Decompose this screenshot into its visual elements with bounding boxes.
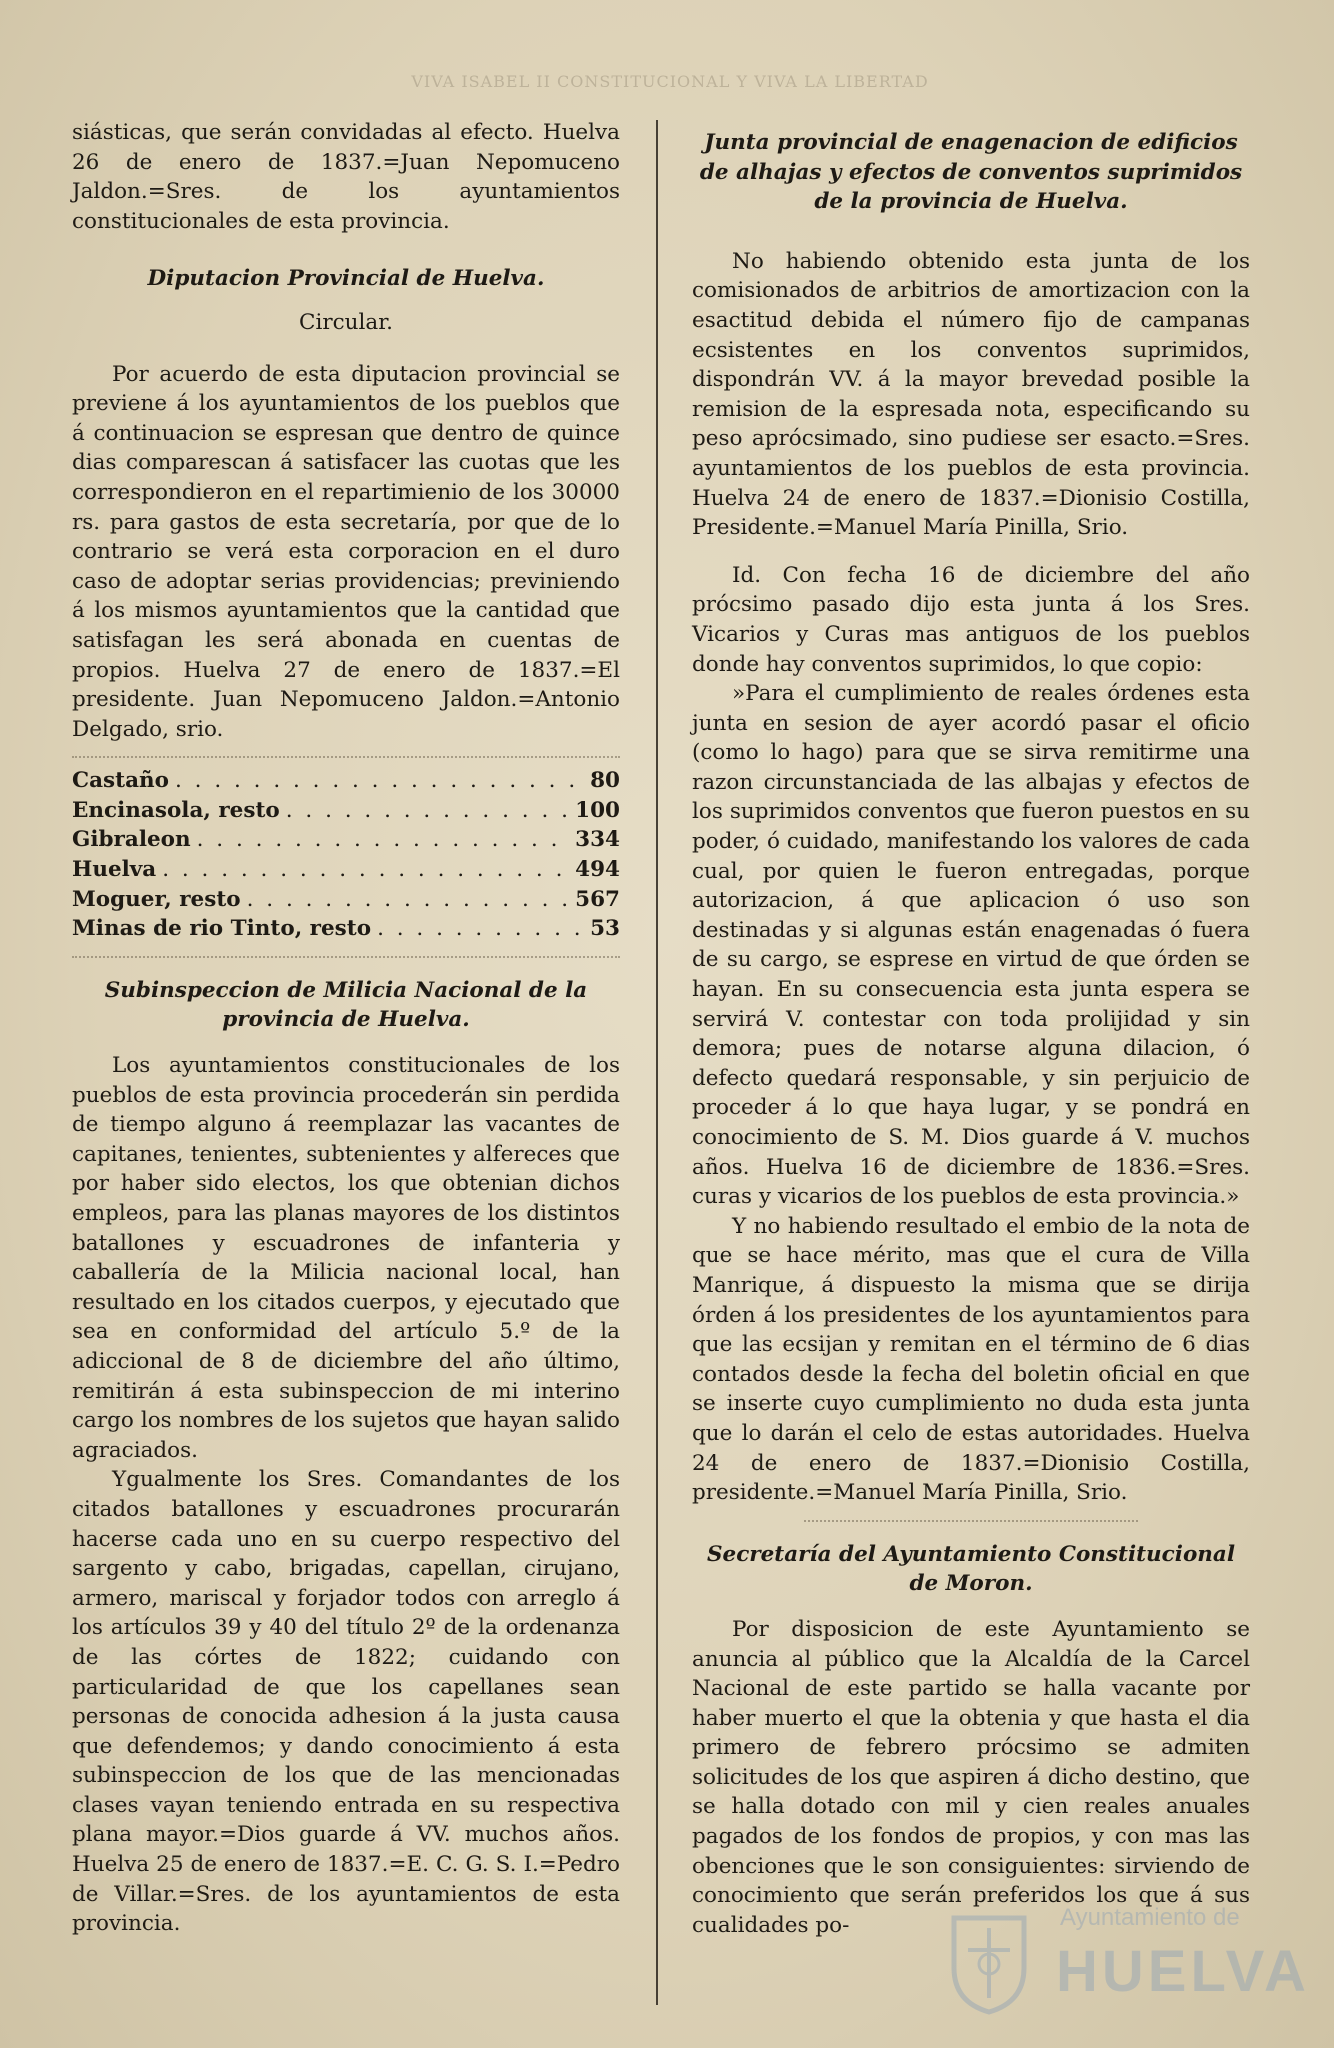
- watermark-top-text: Ayuntamiento de: [1060, 1904, 1240, 1931]
- quota-amount: 80: [590, 768, 620, 794]
- quota-town: Castaño: [72, 768, 169, 794]
- junta-paragraph-4: Y no habiendo resultado el embio de la nota de que se hace mérito, mas que el cura de Villa Manrique, á dispuesto la misma que se dirija órden á los presidentes de los ayuntamientos para que las ecsijan y remitan en el término de 6 dias contados desde la fecha del boletin oficial en que se inserte cuyo cumplimiento no duda esta junta que lo darán el celo de estas autoridades. Huelva 24 de enero de 1837.=Dionisio Costilla, presidente.=Manuel María Pinilla, Srio.: [692, 1213, 1250, 1506]
- right-column: [692, 118, 1250, 1940]
- leader-dots: [247, 885, 570, 915]
- divider: [72, 756, 620, 758]
- list-item: [72, 825, 620, 855]
- circular-paragraph: Por acuerdo de esta diputacion provincial se previene á los ayuntamientos de los pueblos que á continuacion se espresan que dentro de quince dias comparescan á satisfacer las cuotas que les correspondieron en el repartimienio de los 30000 rs. para gastos de esta secretaría, por que de lo contrario se verá esta corporacion en el duro caso de adoptar serias providencias; previniendo á los mismos ayuntamientos que la cantidad que satisfagan les será abonada en cuentas de propios. Huelva 27 de enero de 1837.=El presidente. Juan Nepomuceno Jaldon.=Antonio Delgado, srio.: [72, 361, 620, 742]
- diputacion-heading: Diputacion Provincial de Huelva.: [147, 266, 545, 292]
- archive-watermark: [944, 1896, 1310, 2036]
- list-item: [72, 766, 620, 796]
- intro-paragraph: siásticas, que serán convidadas al efecto. Huelva 26 de enero de 1837.=Juan Nepomuceno Jaldon.=Sres. de los ayuntamientos constitucionales de esta provincia.: [72, 120, 620, 234]
- spacer: [692, 543, 1250, 561]
- column-rule: [656, 120, 658, 2005]
- divider: [72, 956, 620, 958]
- junta-paragraph-2: Id. Con fecha 16 de diciembre del año prócsimo pasado dijo esta junta á los Sres. Vicarios y Curas mas antiguos de los pueblos donde hay conventos suprimidos, lo que copio:: [692, 562, 1250, 677]
- leader-dots: [162, 855, 569, 885]
- milicia-paragraph-1: Los ayuntamientos constitucionales de los pueblos de esta provincia procederán sin perdida de tiempo alguno á reemplazar las vacantes de capitanes, tenientes, subtenientes y alfereces que por haber sido electos, los que obtenian dichos empleos, para las planas mayores de los distintos batallones y escuadrones de infanteria y caballería de la Milicia nacional local, han resultado en los citados cuerpos, y ejecutado que sea en conformidad del artículo 5.º de la adiccional de 8 de diciembre del año último, remitirán á esta subinspeccion de mi interino cargo los nombres de los sujetos que hayan salido agraciados.: [72, 1053, 620, 1463]
- junta-paragraph-3: »Para el cumplimiento de reales órdenes esta junta en sesion de ayer acordó pasar el oficio (como lo hago) para que se sirva remitirme una razon circunstanciada de las albajas y efectos de los suprimidos conventos que fueron puestos en su poder, ó cuidado, manifestando los valores de cada cual, por quien le fueron entregadas, porque autorizacion, á que aplicacion ó uso son destinadas y si algunas están enagenadas ó fuera de su cargo, se esprese en virtud de que órden se hayan. En su consecuencia esta junta espera se servirá V. contestar con toda prolijidad y sin demora; pues de notarse alguna dilacion, ó defecto quedará responsable, y sin perjuicio de proceder á lo que haya lugar, y se pondrá en conocimiento de S. M. Dios guarde á V. muchos años. Huelva 16 de diciembre de 1836.=Sres. curas y vicarios de los pueblos de esta provincia.»: [692, 681, 1250, 1210]
- quota-amount: 567: [575, 886, 620, 912]
- divider: [804, 1520, 1139, 1522]
- milicia-paragraph-2: Ygualmente los Sres. Comandantes de los citados batallones y escuadrones procurarán hacerse cada uno en su cuerpo respectivo del sargento y cabo, brigadas, capellan, cirujano, armero, mariscal y forjador todos con arreglo á los artículos 39 y 40 del título 2º de la ordenanza de las córtes de 1822; cuidando con particularidad de que los capellanes sean personas de conocida adhesion á la justa causa que defendemos; y dando conocimiento á esta subinspeccion de los que de las mencionadas clases vayan teniendo entrada en su respectiva plana mayor.=Dios guarde á VV. muchos años. Huelva 25 de enero de 1837.=E. C. G. S. I.=Pedro de Villar.=Sres. de los ayuntamientos de esta provincia.: [72, 1467, 620, 1937]
- leader-dots: [197, 825, 569, 855]
- secretaria-heading: Secretaría del Ayuntamiento Constitucional de Moron.: [706, 1541, 1236, 1597]
- left-column: [72, 118, 620, 1939]
- leader-dots: [377, 914, 584, 944]
- quota-amount: 100: [575, 797, 620, 823]
- quota-amount: 53: [590, 916, 620, 942]
- coat-of-arms-icon: [944, 1906, 1034, 2016]
- quota-amount: 494: [575, 857, 620, 883]
- leader-dots: [286, 796, 569, 826]
- list-item: [72, 885, 620, 915]
- list-item: [72, 855, 620, 885]
- junta-paragraph-1: No habiendo obtenido esta junta de los comisionados de arbitrios de amortizacion con la esactitud debida el número fijo de campanas ecsistentes en los conventos suprimidos, dispondrán VV. á la mayor brevedad posible la remision de la espresada nota, especificando su peso aprócsimado, sino pudiese ser esacto.=Sres. ayuntamientos de los pueblos de esta provincia. Huelva 24 de enero de 1837.=Dionisio Costilla, Presidente.=Manuel María Pinilla, Srio.: [692, 248, 1250, 541]
- watermark-main-text: HUELVA: [1056, 1939, 1310, 2004]
- bleed-through-header: VIVA ISABEL II CONSTITUCIONAL Y VIVA LA LIBERTAD: [411, 72, 929, 91]
- quota-list: [72, 766, 620, 944]
- quota-town: Minas de rio Tinto, resto: [72, 916, 372, 942]
- subinspeccion-heading: Subinspeccion de Milicia Nacional de la provincia de Huelva.: [104, 977, 588, 1033]
- quota-town: Huelva: [72, 857, 157, 883]
- list-item: [72, 796, 620, 826]
- circular-heading: Circular.: [299, 309, 393, 335]
- quota-town: Gibraleon: [72, 827, 191, 853]
- junta-heading: Junta provincial de enagenacion de edificios de alhajas y efectos de conventos suprimidos de la provincia de Huelva.: [699, 130, 1243, 215]
- quota-town: Encinasola, resto: [72, 797, 280, 823]
- quota-town: Moguer, resto: [72, 886, 241, 912]
- moron-paragraph: Por disposicion de este Ayuntamiento se anuncia al público que la Alcaldía de la Carcel Nacional de este partido se halla vacante por haber muerto el que la obtenia y que hasta el dia primero de febrero prócsimo se admiten solicitudes de los que aspiren á dicho destino, que se halla dotado con mil y cien reales anuales pagados de los fondos de propios, y con mas las obenciones que le son consiguientes: sirviendo de conocimiento que serán preferidos los que á sus cualidades po-: [692, 1616, 1250, 1938]
- leader-dots: [175, 766, 584, 796]
- list-item: [72, 914, 620, 944]
- quota-amount: 334: [575, 827, 620, 853]
